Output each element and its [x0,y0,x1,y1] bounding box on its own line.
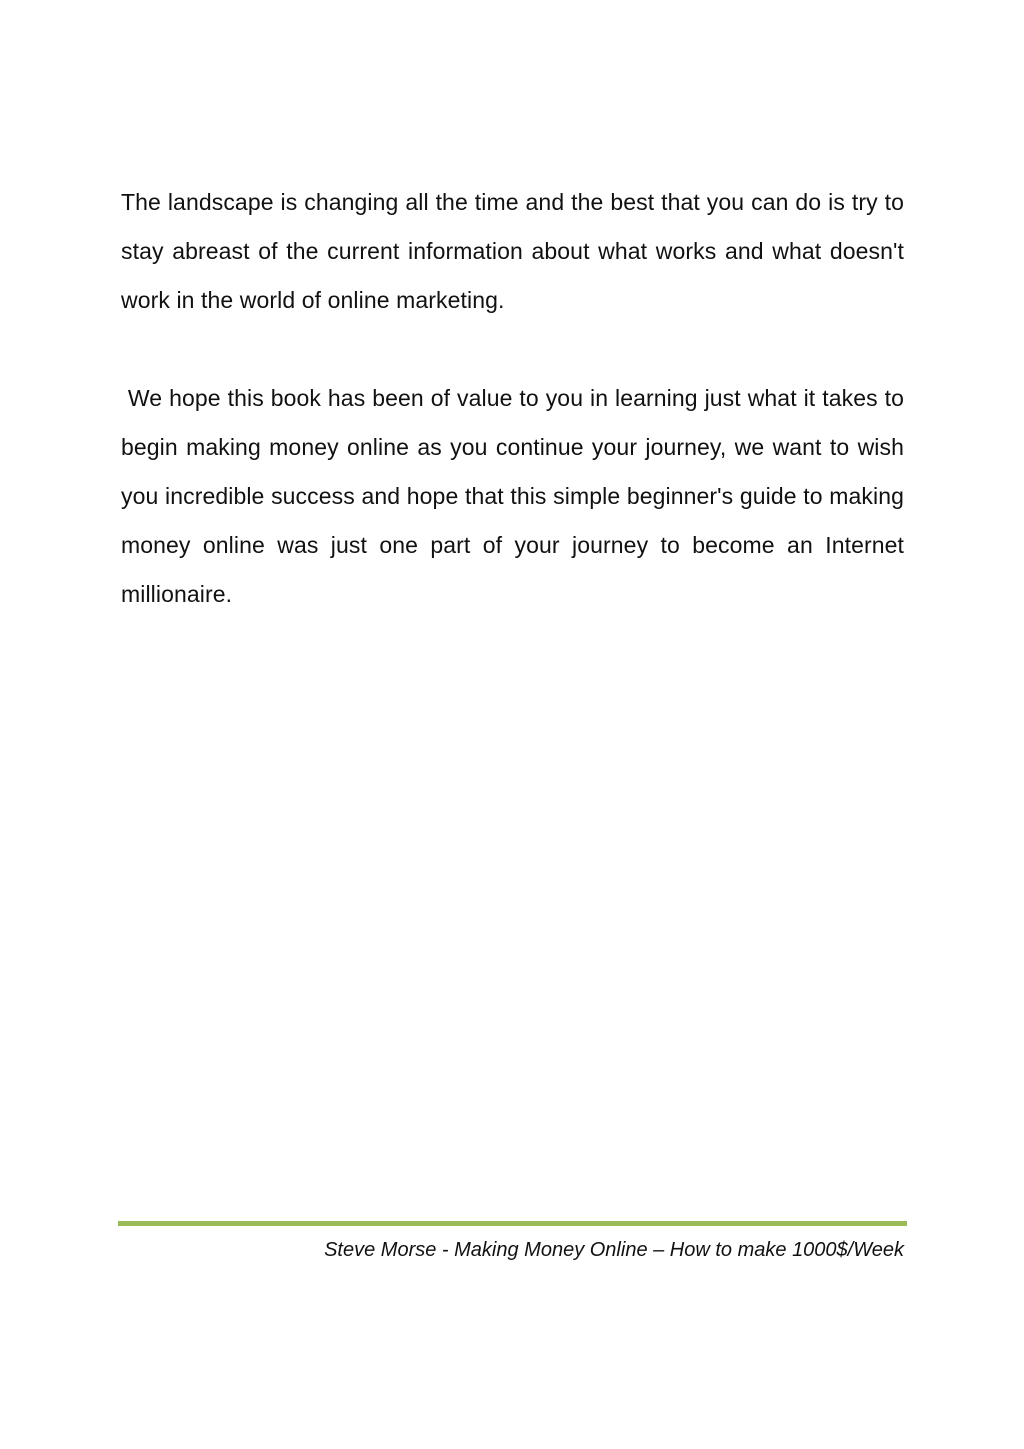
paragraph-closing: We hope this book has been of value to you in learning just what it takes to begin making money online as you continue your journey, we want to wish you incredible success and hope that this simple beginner's guide to making money online was just one part of your journey to become an Internet millionaire. [121,385,904,607]
paragraph-landscape: The landscape is changing all the time and the best that you can do is try to stay abreast of the current information about what works and what doesn't work in the world of online marketing. [121,189,904,313]
footer-caption: Steve Morse - Making Money Online – How to make 1000$/Week [324,1239,904,1261]
footer-divider [118,1221,907,1226]
body-text [121,178,904,619]
